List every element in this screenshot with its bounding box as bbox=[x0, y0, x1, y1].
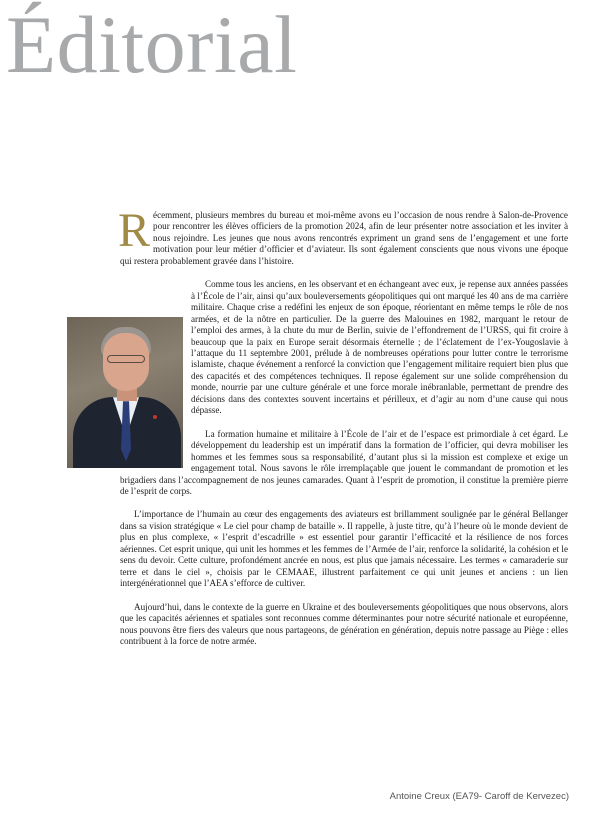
paragraph-4: L’importance de l’humain au cœur des engagements des aviateurs est brillamment soulignée par le général Bellanger dans sa vision stratégique « Le ciel pour champ de bataille ». Il rappelle, à juste titre, qu’à l’heure où le monde devient de plus en plus complexe, « l’esprit d’escadrille » est essentiel pour garantir l’efficacité et la résilience de nos forces aériennes. Cet esprit unique, qui unit les hommes et les femmes de l’Armée de l’air, renforce la solidarité, la cohésion et le sens du devoir. Cette culture, profondément ancrée en nous, est plus que jamais nécessaire. Les termes « camaraderie sur terre et dans le ciel », choisis par le CEMAAE, illustrent parfaitement ce qui unit jeunes et anciens : un lien intergénérationnel que l’AEA s’efforce de cultiver. bbox=[120, 509, 568, 589]
editorial-body bbox=[118, 204, 568, 659]
author-signature: Antoine Creux (EA79- Caroff de Kervezec) bbox=[389, 791, 569, 802]
paragraph-5: Aujourd’hui, dans le contexte de la guerre en Ukraine et des bouleversements géopolitiques que nous observons, alors que les capacités aériennes et spatiales sont reconnues comme déterminantes pour notre sécurité nationale et européenne, nous pouvons être fiers des valeurs que nous partageons, de génération en génération, depuis notre passage au Piège : elles contribuent à la force de notre armée. bbox=[120, 601, 568, 646]
author-portrait-photo bbox=[67, 317, 183, 468]
paragraph-1: Récemment, plusieurs membres du bureau et moi-même avons eu l’occasion de nous rendre à Salon-de-Provence pour rencontrer les élèves officiers de la promotion 2024, afin de leur présenter notre association et les inviter à nous rejoindre. Les jeunes que nous avons rencontrés expriment un grand sens de l’engagement et une forte motivation pour leur métier d’officier et d’aviateur. Ils sont également conscients que nous vivons une époque qui restera probablement gravée dans l’histoire. bbox=[118, 204, 568, 266]
drop-cap: R bbox=[118, 204, 151, 257]
page-title: Éditorial bbox=[6, 0, 298, 90]
paragraph-2: Comme tous les anciens, en les observant et en échangeant avec eux, je repense aux années passées à l’École de l’air, ainsi qu’aux bouleversements géopolitiques qui ont marqué les 40 ans de ma carrière militaire. Chaque crise a redéfini les enjeux de son époque, réorientant en même temps le rôle de nos armées, et de la nôtre en particulier. De la guerre des Malouines en 1982, marquant le retour de l’emploi des armes, à la chute du mur de Berlin, suivie de l’effondrement de l’URSS, qui fit croire à beaucoup que la paix en Europe serait désormais éternelle ; de l’éclatement de l’ex-Yougoslavie à l’attaque du 11 septembre 2001, prélude à de nombreuses opérations pour lutter contre le terrorisme islamiste, chaque événement a renforcé la conviction que l’engagement militaire requiert bien plus que des capacités et des compétences techniques. Il repose également sur une solide compréhension du monde, nourrie par une culture générale et une force morale inébranlable, permettant de prendre des décisions dans des contextes souvent incertains et périlleux, et d’agir au nom d’une cause qui nous dépasse. bbox=[120, 279, 568, 416]
paragraph-3: La formation humaine et militaire à l’École de l’air et de l’espace est primordiale à cet égard. Le développement du leadership est un impératif dans la formation de l’officier, qui devra mobiliser les hommes et les femmes sous sa responsabilité, d’autant plus si la mission est complexe et exige un engagement total. Nous savons le rôle irremplaçable que jouent le commandant de promotion et les brigadiers dans l’accompagnement de nos jeunes camarades. Quant à l’esprit de promotion, il constitue la première pierre de l’esprit de corps. bbox=[120, 428, 568, 496]
